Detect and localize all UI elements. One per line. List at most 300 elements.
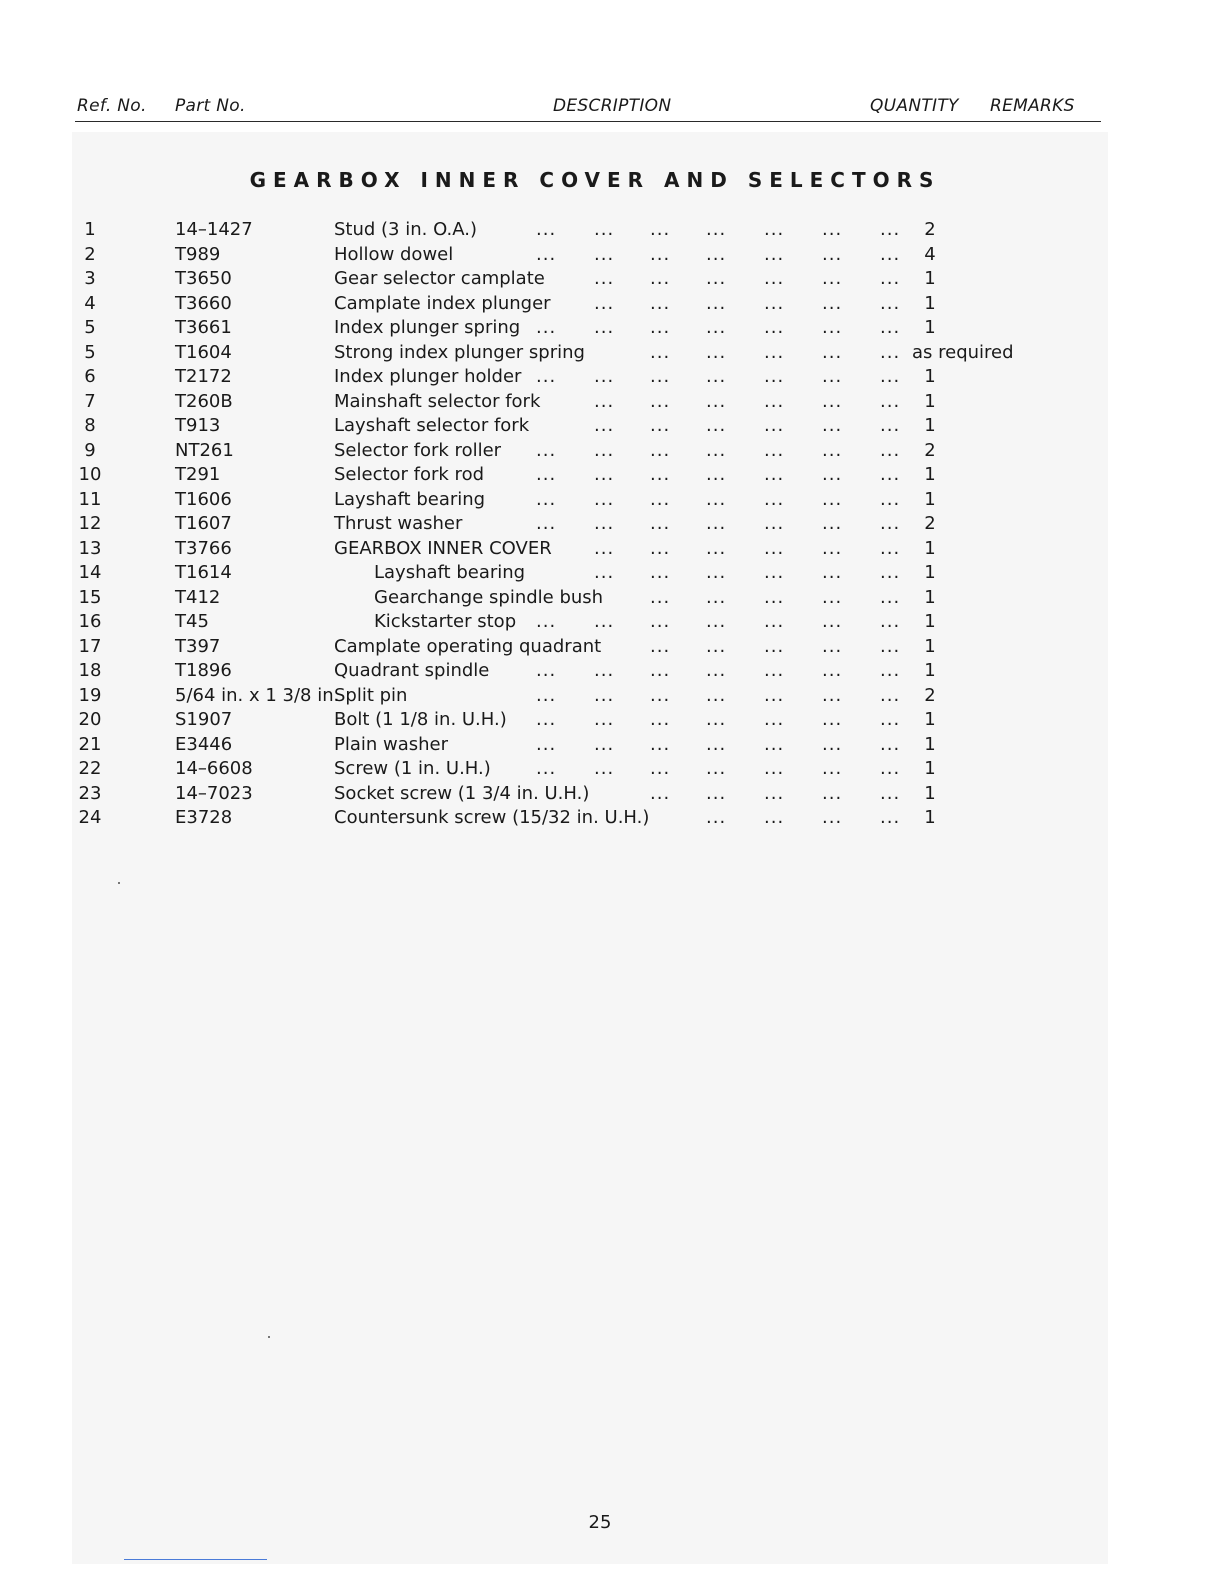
- part-number: 14–7023: [175, 782, 253, 804]
- part-number: T1614: [175, 562, 232, 583]
- leader-dots: ...: [880, 611, 901, 632]
- leader-dots: ...: [822, 464, 843, 485]
- leader-dots: ...: [764, 807, 785, 828]
- ref-number: 3: [84, 268, 96, 289]
- quantity-value: 1: [924, 611, 936, 632]
- list-item: [0, 512, 1224, 536]
- leader-dots: ...: [880, 513, 901, 534]
- leader-dots: ...: [536, 758, 557, 779]
- leader-dots: ...: [706, 586, 727, 608]
- leader-dots: ...: [650, 243, 671, 265]
- leader-dots: ...: [764, 537, 785, 559]
- leader-dots: ...: [594, 684, 615, 706]
- leader-dots: ...: [706, 660, 727, 681]
- leader-dots: ...: [880, 464, 901, 485]
- leader-dots: ...: [706, 807, 727, 828]
- leader-dots: ...: [822, 513, 843, 534]
- quantity-value: 1: [924, 464, 936, 485]
- part-number: T412: [175, 586, 221, 608]
- leader-dots: ...: [706, 782, 727, 804]
- part-number: T3766: [175, 537, 232, 559]
- ref-number: 22: [78, 758, 102, 779]
- part-number: T1604: [175, 341, 232, 363]
- quantity-value: 1: [924, 415, 936, 436]
- dot-leader: [330, 365, 902, 389]
- dot-leader: [330, 659, 902, 683]
- quantity-value: 1: [924, 268, 936, 289]
- dot-leader: [330, 684, 902, 708]
- leader-dots: ...: [880, 586, 901, 608]
- quantity-value: 2: [924, 513, 936, 534]
- leader-dots: ...: [822, 807, 843, 828]
- part-description: Index plunger spring: [334, 317, 521, 338]
- dot-leader: [330, 537, 902, 561]
- leader-dots: ...: [536, 709, 557, 730]
- leader-dots: ...: [822, 268, 843, 289]
- part-number: T3660: [175, 292, 232, 314]
- ref-number: 5: [84, 317, 96, 338]
- ref-number: 24: [78, 807, 102, 828]
- leader-dots: ...: [764, 660, 785, 681]
- part-description: Camplate index plunger: [334, 292, 551, 314]
- part-number: T397: [175, 635, 221, 657]
- list-item: [0, 561, 1224, 585]
- leader-dots: ...: [536, 219, 557, 240]
- leader-dots: ...: [764, 562, 785, 583]
- leader-dots: ...: [594, 562, 615, 583]
- part-description: Kickstarter stop: [374, 611, 517, 632]
- header-quantity: QUANTITY: [870, 96, 959, 116]
- leader-dots: ...: [594, 292, 615, 314]
- leader-dots: ...: [822, 684, 843, 706]
- leader-dots: ...: [880, 660, 901, 681]
- header-ref-no: Ref. No.: [77, 96, 147, 116]
- dot-leader: [330, 463, 902, 487]
- leader-dots: ...: [880, 758, 901, 779]
- leader-dots: ...: [880, 684, 901, 706]
- list-item: [0, 782, 1224, 806]
- part-description: Quadrant spindle: [334, 660, 490, 681]
- part-number: T989: [175, 243, 221, 265]
- part-description: Layshaft bearing: [374, 562, 526, 583]
- leader-dots: ...: [880, 782, 901, 804]
- list-item: [0, 365, 1224, 389]
- header-part-no: Part No.: [175, 96, 246, 116]
- ref-number: 9: [84, 439, 96, 461]
- list-item: [0, 439, 1224, 463]
- leader-dots: ...: [594, 758, 615, 779]
- leader-dots: ...: [594, 268, 615, 289]
- list-item: [0, 635, 1224, 659]
- leader-dots: ...: [594, 415, 615, 436]
- dot-leader: [330, 586, 902, 610]
- leader-dots: ...: [594, 317, 615, 338]
- dot-leader: [330, 610, 902, 634]
- leader-dots: ...: [880, 537, 901, 559]
- quantity-value: 1: [924, 292, 936, 314]
- quantity-value: 1: [924, 758, 936, 779]
- leader-dots: ...: [594, 537, 615, 559]
- leader-dots: ...: [594, 488, 615, 510]
- ref-number: 14: [78, 562, 102, 583]
- part-number: T1607: [175, 513, 232, 534]
- leader-dots: ...: [650, 268, 671, 289]
- part-description: Hollow dowel: [334, 243, 454, 265]
- part-description: Selector fork rod: [334, 464, 485, 485]
- list-item: [0, 463, 1224, 487]
- leader-dots: ...: [822, 219, 843, 240]
- leader-dots: ...: [764, 268, 785, 289]
- list-item: [0, 537, 1224, 561]
- leader-dots: ...: [764, 513, 785, 534]
- leader-dots: ...: [822, 611, 843, 632]
- leader-dots: ...: [764, 464, 785, 485]
- leader-dots: ...: [650, 341, 671, 363]
- leader-dots: ...: [650, 733, 671, 755]
- leader-dots: ...: [880, 268, 901, 289]
- part-number: T260B: [175, 390, 233, 412]
- scan-speck: [118, 882, 120, 884]
- leader-dots: ...: [764, 758, 785, 779]
- leader-dots: ...: [594, 464, 615, 485]
- leader-dots: ...: [536, 684, 557, 706]
- quantity-value: 1: [924, 782, 936, 804]
- leader-dots: ...: [764, 219, 785, 240]
- leader-dots: ...: [650, 660, 671, 681]
- dot-leader: [330, 782, 902, 806]
- part-description: Layshaft bearing: [334, 488, 486, 510]
- leader-dots: ...: [706, 292, 727, 314]
- leader-dots: ...: [650, 415, 671, 436]
- ref-number: 17: [78, 635, 102, 657]
- part-number: 5/64 in. x 1 3/8 in.: [175, 684, 340, 706]
- leader-dots: ...: [594, 709, 615, 730]
- part-number: T45: [175, 611, 209, 632]
- leader-dots: ...: [764, 684, 785, 706]
- part-description: Layshaft selector fork: [334, 415, 530, 436]
- leader-dots: ...: [536, 733, 557, 755]
- leader-dots: ...: [880, 562, 901, 583]
- part-description: Thrust washer: [334, 513, 463, 534]
- leader-dots: ...: [764, 709, 785, 730]
- quantity-value: 1: [924, 586, 936, 608]
- dot-leader: [330, 488, 902, 512]
- leader-dots: ...: [536, 366, 557, 387]
- leader-dots: ...: [822, 586, 843, 608]
- leader-dots: ...: [650, 390, 671, 412]
- quantity-value: 1: [924, 366, 936, 387]
- ref-number: 2: [84, 243, 96, 265]
- ref-number: 6: [84, 366, 96, 387]
- leader-dots: ...: [706, 635, 727, 657]
- leader-dots: ...: [822, 635, 843, 657]
- list-item: [0, 341, 1224, 365]
- header-description: DESCRIPTION: [553, 96, 672, 116]
- part-description: Mainshaft selector fork: [334, 390, 541, 412]
- leader-dots: ...: [594, 366, 615, 387]
- leader-dots: ...: [764, 366, 785, 387]
- leader-dots: ...: [880, 219, 901, 240]
- leader-dots: ...: [822, 733, 843, 755]
- dot-leader: [330, 390, 902, 414]
- dot-leader: [330, 316, 902, 340]
- leader-dots: ...: [706, 390, 727, 412]
- dot-leader: [330, 635, 902, 659]
- leader-dots: ...: [880, 243, 901, 265]
- dot-leader: [330, 341, 902, 365]
- leader-dots: ...: [650, 562, 671, 583]
- leader-dots: ...: [880, 439, 901, 461]
- leader-dots: ...: [822, 782, 843, 804]
- leader-dots: ...: [880, 709, 901, 730]
- list-item: [0, 218, 1224, 242]
- leader-dots: ...: [764, 317, 785, 338]
- list-item: [0, 292, 1224, 316]
- leader-dots: ...: [880, 366, 901, 387]
- leader-dots: ...: [764, 390, 785, 412]
- ref-number: 20: [78, 709, 102, 730]
- list-item: [0, 757, 1224, 781]
- leader-dots: ...: [594, 611, 615, 632]
- leader-dots: ...: [650, 488, 671, 510]
- part-description: Gear selector camplate: [334, 268, 545, 289]
- quantity-value: 2: [924, 219, 936, 240]
- leader-dots: ...: [594, 219, 615, 240]
- list-item: [0, 708, 1224, 732]
- section-title: GEARBOX INNER COVER AND SELECTORS: [249, 168, 941, 192]
- part-description: Socket screw (1 3/4 in. U.H.): [334, 782, 590, 804]
- part-number: T913: [175, 415, 221, 436]
- dot-leader: [330, 708, 902, 732]
- list-item: [0, 488, 1224, 512]
- part-description: Plain washer: [334, 733, 449, 755]
- quantity-value: 1: [924, 537, 936, 559]
- leader-dots: ...: [706, 439, 727, 461]
- part-number: T1896: [175, 660, 232, 681]
- dot-leader: [330, 267, 902, 291]
- ref-number: 15: [78, 586, 102, 608]
- leader-dots: ...: [706, 366, 727, 387]
- leader-dots: ...: [594, 513, 615, 534]
- part-description: Selector fork roller: [334, 439, 502, 461]
- leader-dots: ...: [764, 243, 785, 265]
- quantity-value: 1: [924, 733, 936, 755]
- part-description: Stud (3 in. O.A.): [334, 219, 477, 240]
- part-description: Split pin: [334, 684, 408, 706]
- leader-dots: ...: [650, 439, 671, 461]
- leader-dots: ...: [650, 537, 671, 559]
- leader-dots: ...: [880, 415, 901, 436]
- leader-dots: ...: [706, 415, 727, 436]
- quantity-value: 2: [924, 439, 936, 461]
- leader-dots: ...: [764, 586, 785, 608]
- leader-dots: ...: [764, 782, 785, 804]
- leader-dots: ...: [880, 733, 901, 755]
- leader-dots: ...: [536, 317, 557, 338]
- leader-dots: ...: [822, 537, 843, 559]
- leader-dots: ...: [822, 390, 843, 412]
- leader-dots: ...: [650, 635, 671, 657]
- list-item: [0, 586, 1224, 610]
- ref-number: 10: [78, 464, 102, 485]
- ref-number: 21: [78, 733, 102, 755]
- leader-dots: ...: [706, 611, 727, 632]
- leader-dots: ...: [764, 611, 785, 632]
- leader-dots: ...: [536, 611, 557, 632]
- part-number: T291: [175, 464, 221, 485]
- leader-dots: ...: [822, 709, 843, 730]
- leader-dots: ...: [764, 341, 785, 363]
- part-number: E3728: [175, 807, 233, 828]
- leader-dots: ...: [706, 243, 727, 265]
- part-number: E3446: [175, 733, 233, 755]
- leader-dots: ...: [706, 317, 727, 338]
- leader-dots: ...: [650, 611, 671, 632]
- quantity-value: 1: [924, 807, 936, 828]
- leader-dots: ...: [822, 317, 843, 338]
- leader-dots: ...: [706, 341, 727, 363]
- leader-dots: ...: [880, 341, 901, 363]
- part-description: Bolt (1 1/8 in. U.H.): [334, 709, 507, 730]
- part-number: T1606: [175, 488, 232, 510]
- leader-dots: ...: [594, 243, 615, 265]
- part-description: Screw (1 in. U.H.): [334, 758, 491, 779]
- ref-number: 23: [78, 782, 102, 804]
- leader-dots: ...: [706, 733, 727, 755]
- leader-dots: ...: [822, 562, 843, 583]
- list-item: [0, 414, 1224, 438]
- leader-dots: ...: [706, 488, 727, 510]
- list-item: [0, 267, 1224, 291]
- part-description: GEARBOX INNER COVER: [334, 537, 552, 559]
- dot-leader: [330, 757, 902, 781]
- header-remarks: REMARKS: [990, 96, 1075, 116]
- leader-dots: ...: [650, 586, 671, 608]
- leader-dots: ...: [822, 758, 843, 779]
- leader-dots: ...: [880, 292, 901, 314]
- leader-dots: ...: [706, 537, 727, 559]
- leader-dots: ...: [880, 635, 901, 657]
- part-number: T3650: [175, 268, 232, 289]
- list-item: [0, 610, 1224, 634]
- part-number: 14–6608: [175, 758, 253, 779]
- dot-leader: [330, 414, 902, 438]
- quantity-value: 1: [924, 488, 936, 510]
- ref-number: 5: [84, 341, 96, 363]
- ref-number: 18: [78, 660, 102, 681]
- ref-number: 7: [84, 390, 96, 412]
- leader-dots: ...: [650, 317, 671, 338]
- part-description: Camplate operating quadrant: [334, 635, 602, 657]
- leader-dots: ...: [650, 758, 671, 779]
- leader-dots: ...: [650, 684, 671, 706]
- quantity-value: 1: [924, 635, 936, 657]
- leader-dots: ...: [650, 709, 671, 730]
- leader-dots: ...: [706, 464, 727, 485]
- dot-leader: [330, 243, 902, 267]
- leader-dots: ...: [706, 268, 727, 289]
- quantity-value: 1: [924, 562, 936, 583]
- list-item: [0, 390, 1224, 414]
- part-number: 14–1427: [175, 219, 253, 240]
- leader-dots: ...: [764, 635, 785, 657]
- leader-dots: ...: [880, 488, 901, 510]
- leader-dots: ...: [594, 733, 615, 755]
- quantity-value: 1: [924, 317, 936, 338]
- ref-number: 13: [78, 537, 102, 559]
- leader-dots: ...: [880, 317, 901, 338]
- part-description: Index plunger holder: [334, 366, 522, 387]
- leader-dots: ...: [594, 390, 615, 412]
- dot-leader: [330, 806, 902, 830]
- leader-dots: ...: [822, 488, 843, 510]
- ref-number: 4: [84, 292, 96, 314]
- leader-dots: ...: [764, 488, 785, 510]
- list-item: [0, 806, 1224, 830]
- leader-dots: ...: [822, 292, 843, 314]
- dot-leader: [330, 439, 902, 463]
- leader-dots: ...: [650, 513, 671, 534]
- leader-dots: ...: [650, 782, 671, 804]
- page-number: 25: [588, 1512, 612, 1533]
- part-description: Gearchange spindle bush: [374, 586, 604, 608]
- scan-edge-line: [124, 1559, 267, 1560]
- leader-dots: ...: [650, 219, 671, 240]
- dot-leader: [330, 561, 902, 585]
- leader-dots: ...: [764, 439, 785, 461]
- leader-dots: ...: [650, 292, 671, 314]
- part-description: Countersunk screw (15/32 in. U.H.): [334, 807, 650, 828]
- leader-dots: ...: [536, 488, 557, 510]
- leader-dots: ...: [764, 292, 785, 314]
- leader-dots: ...: [822, 243, 843, 265]
- leader-dots: ...: [536, 439, 557, 461]
- ref-number: 8: [84, 415, 96, 436]
- leader-dots: ...: [536, 464, 557, 485]
- leader-dots: ...: [706, 709, 727, 730]
- list-item: [0, 733, 1224, 757]
- part-description: Strong index plunger spring: [334, 341, 585, 363]
- leader-dots: ...: [706, 219, 727, 240]
- part-number: NT261: [175, 439, 234, 461]
- quantity-value: 1: [924, 660, 936, 681]
- quantity-value: as required: [912, 341, 1014, 363]
- leader-dots: ...: [822, 415, 843, 436]
- leader-dots: ...: [594, 439, 615, 461]
- scan-speck: [268, 1336, 270, 1338]
- ref-number: 12: [78, 513, 102, 534]
- quantity-value: 4: [924, 243, 936, 265]
- list-item: [0, 684, 1224, 708]
- leader-dots: ...: [706, 758, 727, 779]
- leader-dots: ...: [822, 439, 843, 461]
- leader-dots: ...: [880, 807, 901, 828]
- leader-dots: ...: [594, 660, 615, 681]
- leader-dots: ...: [536, 660, 557, 681]
- ref-number: 1: [84, 219, 96, 240]
- leader-dots: ...: [822, 660, 843, 681]
- ref-number: 11: [78, 488, 102, 510]
- quantity-value: 2: [924, 684, 936, 706]
- dot-leader: [330, 512, 902, 536]
- list-item: [0, 659, 1224, 683]
- part-number: T3661: [175, 317, 232, 338]
- leader-dots: ...: [536, 243, 557, 265]
- ref-number: 19: [78, 684, 102, 706]
- leader-dots: ...: [822, 341, 843, 363]
- leader-dots: ...: [764, 415, 785, 436]
- ref-number: 16: [78, 611, 102, 632]
